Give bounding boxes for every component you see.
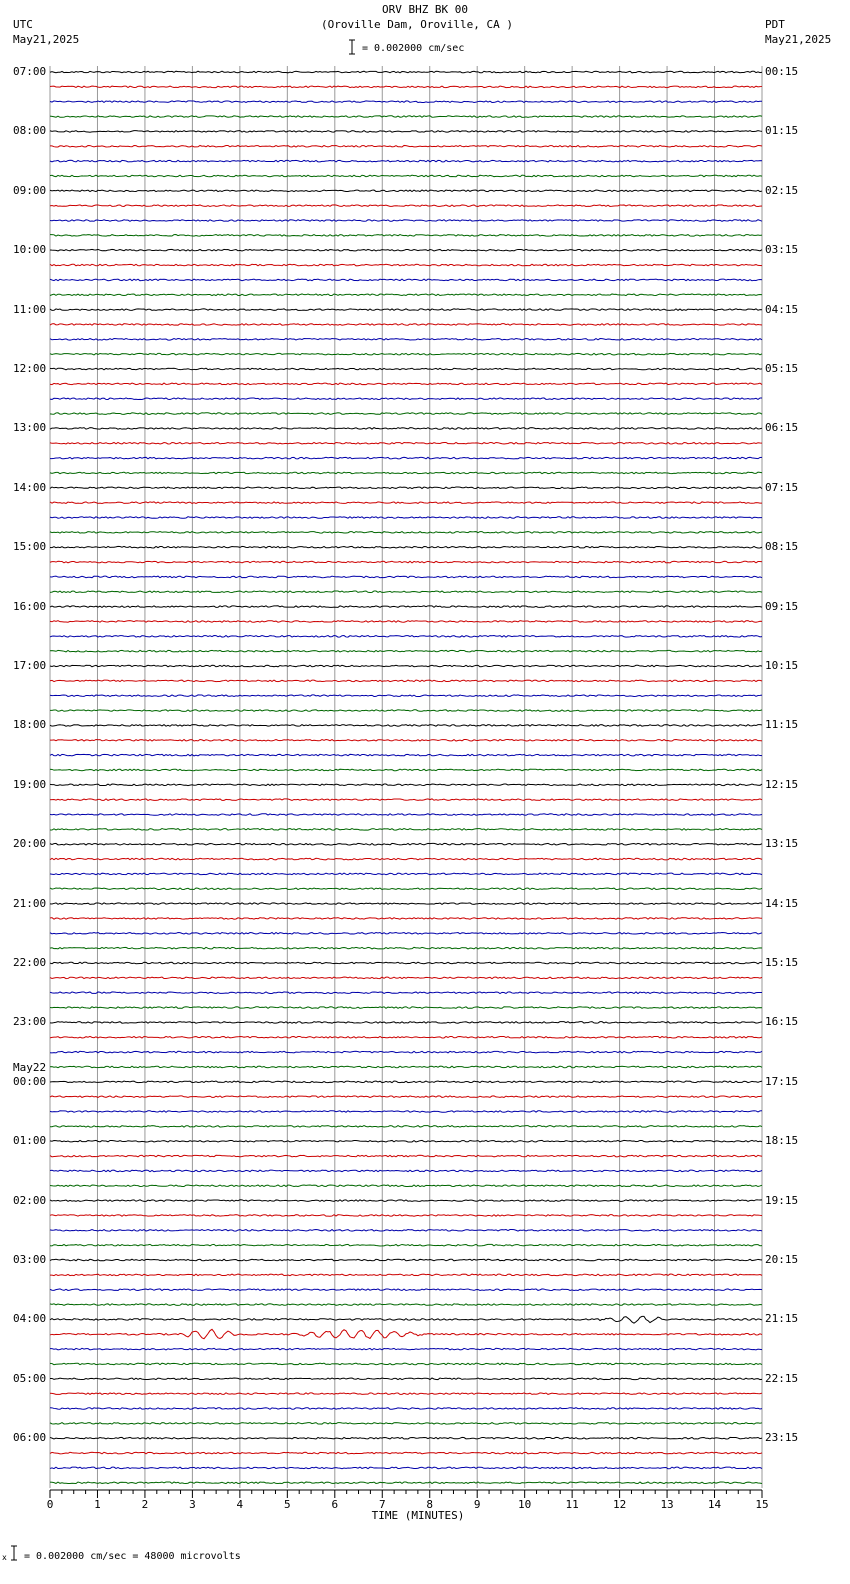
trace-row xyxy=(50,576,762,578)
utc-hour-label: 11:00 xyxy=(13,302,47,316)
x-tick-label: 0 xyxy=(46,1498,54,1511)
trace-row xyxy=(50,1051,762,1053)
trace-row xyxy=(50,843,762,845)
utc-hour-label: 19:00 xyxy=(13,777,47,791)
pdt-hour-label: 10:15 xyxy=(765,659,799,672)
trace-row xyxy=(50,962,762,964)
trace-row xyxy=(50,606,762,608)
utc-hour-label: 01:00 xyxy=(13,1134,47,1148)
trace-row xyxy=(50,769,762,771)
trace-row xyxy=(50,383,762,385)
x-tick-label: 1 xyxy=(94,1498,101,1511)
pdt-hour-label: 17:15 xyxy=(765,1074,799,1088)
trace-row xyxy=(50,636,762,638)
trace-row xyxy=(50,175,762,177)
trace-row xyxy=(50,1289,762,1291)
trace-row xyxy=(50,309,762,311)
pdt-hour-label: 02:15 xyxy=(765,183,799,197)
trace-row xyxy=(50,1215,762,1217)
pdt-hour-label: 08:15 xyxy=(765,540,799,554)
trace-row xyxy=(50,1036,762,1038)
trace-row xyxy=(50,1066,762,1068)
x-tick-label: 2 xyxy=(141,1498,149,1511)
x-tick-label: 7 xyxy=(378,1498,386,1511)
footer-marker: x xyxy=(2,1553,7,1562)
trace-row xyxy=(50,324,762,326)
utc-hour-label: 13:00 xyxy=(13,421,47,435)
utc-hour-label: 21:00 xyxy=(13,896,47,910)
trace-row xyxy=(50,190,762,192)
trace-row xyxy=(50,101,762,103)
trace-row xyxy=(50,398,762,400)
trace-row xyxy=(50,1363,762,1365)
utc-hour-label: 00:00 xyxy=(13,1074,47,1088)
trace-row xyxy=(50,1393,762,1395)
utc-hour-label: 22:00 xyxy=(13,956,47,969)
trace-row xyxy=(50,294,762,296)
trace-row xyxy=(50,1244,762,1246)
trace-row xyxy=(50,799,762,801)
trace-row xyxy=(50,264,762,266)
left-timezone: UTC xyxy=(13,18,33,31)
station-title: ORV BHZ BK 00 xyxy=(381,3,469,16)
trace-row xyxy=(50,933,762,935)
trace-row xyxy=(50,1140,762,1142)
trace-row xyxy=(50,1423,762,1425)
pdt-hour-label: 20:15 xyxy=(765,1253,799,1266)
x-tick-label: 8 xyxy=(426,1498,434,1511)
trace-row xyxy=(50,1200,762,1202)
trace-row xyxy=(50,86,762,88)
trace-row xyxy=(50,160,762,162)
pdt-hour-label: 01:15 xyxy=(765,124,799,138)
trace-row xyxy=(50,888,762,890)
trace-row xyxy=(50,517,762,519)
trace-row xyxy=(50,1378,762,1380)
trace-row xyxy=(50,1081,762,1083)
trace-rows xyxy=(50,71,762,1483)
trace-row xyxy=(50,695,762,697)
x-tick-label: 15 xyxy=(755,1498,769,1511)
x-axis-label: TIME (MINUTES) xyxy=(371,1509,465,1522)
trace-row xyxy=(50,442,762,444)
x-tick-label: 12 xyxy=(612,1498,627,1511)
trace-row xyxy=(50,1170,762,1172)
trace-row xyxy=(50,145,762,147)
left-date: May21,2025 xyxy=(13,33,80,46)
time-axis xyxy=(50,1490,762,1498)
x-tick-label: 5 xyxy=(284,1498,291,1511)
trace-row xyxy=(50,1329,762,1338)
trace-row xyxy=(50,903,762,905)
trace-row xyxy=(50,546,762,548)
utc-hour-label: 12:00 xyxy=(13,362,47,375)
trace-row xyxy=(50,487,762,489)
right-date: May21,2025 xyxy=(765,33,832,46)
x-tick-label: 13 xyxy=(660,1498,674,1511)
utc-hour-label: 05:00 xyxy=(13,1371,47,1385)
trace-row xyxy=(50,1348,762,1350)
trace-row xyxy=(50,1482,762,1484)
trace-row xyxy=(50,428,762,430)
trace-row xyxy=(50,858,762,860)
utc-hour-label: 20:00 xyxy=(13,837,47,851)
right-timezone: PDT xyxy=(765,18,785,31)
trace-row xyxy=(50,739,762,741)
trace-row xyxy=(50,353,762,355)
trace-row xyxy=(50,1304,762,1306)
trace-row xyxy=(50,650,762,652)
trace-row xyxy=(50,1096,762,1098)
trace-row xyxy=(50,1316,762,1323)
pdt-hour-label: 21:15 xyxy=(765,1312,799,1326)
trace-row xyxy=(50,205,762,207)
pdt-hour-label: 23:15 xyxy=(765,1431,799,1445)
x-tick-label: 6 xyxy=(331,1498,339,1511)
trace-row xyxy=(50,1185,762,1187)
x-tick-label: 14 xyxy=(707,1498,722,1511)
x-tick-label: 11 xyxy=(565,1498,579,1511)
utc-hour-label: 23:00 xyxy=(13,1015,47,1029)
scale-label: = 0.002000 cm/sec xyxy=(362,43,465,54)
trace-row xyxy=(50,621,762,623)
trace-row xyxy=(50,665,762,667)
pdt-hour-label: 13:15 xyxy=(765,837,799,851)
utc-hour-label: 18:00 xyxy=(13,718,47,732)
pdt-hour-label: 12:15 xyxy=(765,777,799,791)
x-tick-label: 4 xyxy=(236,1498,244,1511)
trace-row xyxy=(50,413,762,415)
pdt-hour-label: 14:15 xyxy=(765,896,799,910)
trace-row xyxy=(50,1452,762,1454)
trace-row xyxy=(50,1437,762,1439)
trace-row xyxy=(50,472,762,474)
scale-bar-icon xyxy=(349,40,355,54)
trace-row xyxy=(50,947,762,949)
pdt-hour-label: 06:15 xyxy=(765,421,799,435)
trace-row xyxy=(50,1022,762,1024)
pdt-hour-label: 09:15 xyxy=(765,599,799,613)
trace-row xyxy=(50,1274,762,1276)
pdt-hour-label: 16:15 xyxy=(765,1015,799,1029)
utc-hour-label: 08:00 xyxy=(13,124,47,138)
trace-row xyxy=(50,784,762,786)
pdt-hour-label: 15:15 xyxy=(765,956,799,969)
trace-row xyxy=(50,116,762,118)
trace-row xyxy=(50,992,762,994)
x-tick-label: 10 xyxy=(518,1498,532,1511)
trace-row xyxy=(50,502,762,504)
trace-row xyxy=(50,814,762,816)
trace-row xyxy=(50,829,762,831)
station-subtitle: (Oroville Dam, Oroville, CA ) xyxy=(320,18,514,31)
utc-hour-label: 02:00 xyxy=(13,1193,47,1207)
pdt-hour-label: 11:15 xyxy=(765,718,799,732)
pdt-hour-label: 07:15 xyxy=(765,480,799,494)
trace-row xyxy=(50,1111,762,1113)
footer-scale-label: = 0.002000 cm/sec = 48000 microvolts xyxy=(24,1551,241,1562)
pdt-hour-label: 22:15 xyxy=(765,1371,799,1385)
utc-hour-label: 07:00 xyxy=(13,65,47,78)
trace-row xyxy=(50,591,762,593)
date-change-label: May22 xyxy=(13,1060,47,1074)
trace-row xyxy=(50,754,762,756)
trace-row xyxy=(50,561,762,563)
pdt-hour-label: 19:15 xyxy=(765,1193,799,1207)
trace-row xyxy=(50,1155,762,1157)
trace-row xyxy=(50,1230,762,1232)
trace-row xyxy=(50,457,762,459)
pdt-hour-label: 18:15 xyxy=(765,1134,799,1148)
trace-row xyxy=(50,725,762,727)
trace-row xyxy=(50,710,762,712)
footer-scale-bar-icon xyxy=(11,1546,17,1560)
trace-row xyxy=(50,131,762,133)
trace-row xyxy=(50,1408,762,1410)
trace-row xyxy=(50,235,762,237)
trace-row xyxy=(50,339,762,341)
trace-row xyxy=(50,1259,762,1261)
utc-hour-label: 15:00 xyxy=(13,540,47,554)
trace-row xyxy=(50,279,762,281)
utc-hour-label: 03:00 xyxy=(13,1253,47,1266)
trace-row xyxy=(50,680,762,682)
utc-hour-label: 16:00 xyxy=(13,599,47,613)
pdt-hour-label: 00:15 xyxy=(765,65,799,78)
trace-row xyxy=(50,1126,762,1128)
utc-hour-label: 14:00 xyxy=(13,480,47,494)
utc-hour-label: 06:00 xyxy=(13,1431,47,1445)
utc-hour-label: 17:00 xyxy=(13,659,47,672)
trace-row xyxy=(50,873,762,875)
trace-row xyxy=(50,918,762,920)
x-tick-label: 3 xyxy=(189,1498,196,1511)
trace-row xyxy=(50,220,762,222)
utc-hour-label: 10:00 xyxy=(13,243,47,257)
trace-row xyxy=(50,977,762,979)
trace-row xyxy=(50,532,762,534)
utc-hour-label: 04:00 xyxy=(13,1312,47,1326)
trace-row xyxy=(50,1007,762,1009)
trace-row xyxy=(50,71,762,73)
trace-row xyxy=(50,1467,762,1469)
trace-row xyxy=(50,249,762,251)
x-tick-label: 9 xyxy=(473,1498,481,1511)
pdt-hour-label: 05:15 xyxy=(765,362,799,375)
trace-row xyxy=(50,368,762,370)
utc-hour-label: 09:00 xyxy=(13,183,47,197)
pdt-hour-label: 04:15 xyxy=(765,302,799,316)
pdt-hour-label: 03:15 xyxy=(765,243,799,257)
